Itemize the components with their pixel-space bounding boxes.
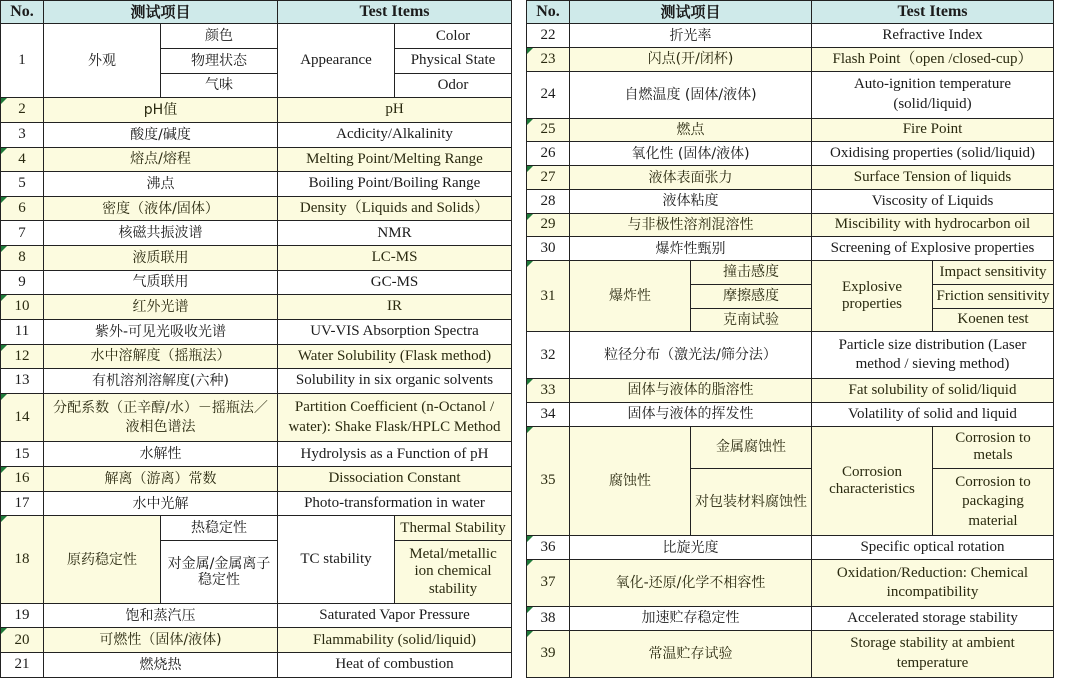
row-no: 8 (1, 246, 44, 271)
row-en: Screening of Explosive properties (812, 237, 1054, 261)
table-row (1, 147, 512, 172)
test-items-table-left (0, 0, 512, 678)
row-en: Water Solubility (Flask method) (278, 344, 512, 369)
header-row (1, 1, 512, 24)
row-cn-sub: 撞击感度 (691, 261, 812, 285)
row-en: GC-MS (278, 270, 512, 295)
row-no: 29 (527, 213, 570, 237)
row-en: Oxidation/Reduction: Chemical incompatibility (812, 560, 1054, 607)
row-en: UV-VIS Absorption Spectra (278, 319, 512, 344)
row-no: 13 (1, 369, 44, 394)
row-cn: 水中溶解度（摇瓶法） (44, 344, 278, 369)
table-row (1, 270, 512, 295)
row-cn: 分配系数（正辛醇/水）－摇瓶法／液相色谱法 (44, 393, 278, 442)
row-no: 12 (1, 344, 44, 369)
row-en: Hydrolysis as a Function of pH (278, 442, 512, 467)
row-cn: pH值 (44, 98, 278, 123)
row-no: 20 (1, 628, 44, 653)
row-no: 26 (527, 142, 570, 166)
row-en: Saturated Vapor Pressure (278, 603, 512, 628)
row-cn: 常温贮存试验 (570, 630, 812, 677)
row-en: Volatility of solid and liquid (812, 402, 1054, 426)
row-no: 7 (1, 221, 44, 246)
row-cn: 闪点(开/闭杯) (570, 48, 812, 72)
row-en-sub: Physical State (395, 49, 512, 74)
row-en: Fat solubility of solid/liquid (812, 379, 1054, 403)
row-no: 4 (1, 147, 44, 172)
table-row (527, 402, 1054, 426)
table-row (527, 426, 1054, 468)
row-cn: 核磁共振波谱 (44, 221, 278, 246)
table-row (1, 122, 512, 147)
row-no: 30 (527, 237, 570, 261)
row-cn: 液体粘度 (570, 189, 812, 213)
row-no: 15 (1, 442, 44, 467)
table-row (1, 172, 512, 197)
row-en: IR (278, 295, 512, 320)
row-en: Miscibility with hydrocarbon oil (812, 213, 1054, 237)
row-cn: 氧化-还原/化学不相容性 (570, 560, 812, 607)
row-cn: 红外光谱 (44, 295, 278, 320)
column-header-no: No. (527, 1, 570, 24)
row-no: 34 (527, 402, 570, 426)
table-row (1, 491, 512, 516)
row-en-sub: Metal/metallic ion chemical stability (395, 540, 512, 603)
row-cn: 原药稳定性 (44, 516, 161, 603)
row-en-sub: Corrosion to packaging material (933, 468, 1054, 536)
row-en-sub: Corrosion to metals (933, 426, 1054, 468)
row-en: Fire Point (812, 118, 1054, 142)
row-no: 39 (527, 630, 570, 677)
table-row (527, 332, 1054, 379)
table-row (1, 221, 512, 246)
row-en: Dissociation Constant (278, 467, 512, 492)
table-row (527, 213, 1054, 237)
row-en-sub: Odor (395, 73, 512, 98)
table-row (527, 560, 1054, 607)
table-row (527, 166, 1054, 190)
row-cn: 折光率 (570, 24, 812, 48)
row-cn: 水解性 (44, 442, 278, 467)
row-cn: 腐蚀性 (570, 426, 691, 536)
table-header-left (1, 1, 512, 24)
row-en: Melting Point/Melting Range (278, 147, 512, 172)
table-row (527, 379, 1054, 403)
row-cn: 与非极性溶剂混溶性 (570, 213, 812, 237)
table-row (1, 467, 512, 492)
column-header-en: Test Items (812, 1, 1054, 24)
row-cn: 紫外-可见光吸收光谱 (44, 319, 278, 344)
row-no: 21 (1, 653, 44, 678)
table-row (527, 189, 1054, 213)
table-row (1, 319, 512, 344)
table-row (1, 98, 512, 123)
row-no: 17 (1, 491, 44, 516)
row-en-sub: Koenen test (933, 308, 1054, 332)
row-en: Partition Coefficient (n-Octanol / water): Shake Flask/HPLC Method (278, 393, 512, 442)
table-row (1, 369, 512, 394)
table-row (527, 24, 1054, 48)
row-cn: 燃烧热 (44, 653, 278, 678)
row-cn: 气质联用 (44, 270, 278, 295)
row-en: TC stability (278, 516, 395, 603)
table-row (527, 142, 1054, 166)
row-en: Flash Point（open /closed-cup） (812, 48, 1054, 72)
row-no: 27 (527, 166, 570, 190)
row-en: Corrosion characteristics (812, 426, 933, 536)
table-row (527, 48, 1054, 72)
table-row (1, 516, 512, 541)
table-row (1, 24, 512, 49)
row-no: 33 (527, 379, 570, 403)
table-row (527, 71, 1054, 118)
row-cn-sub: 热稳定性 (161, 516, 278, 541)
row-cn: 外观 (44, 24, 161, 98)
row-en-sub: Thermal Stability (395, 516, 512, 541)
row-no: 11 (1, 319, 44, 344)
row-en: Viscosity of Liquids (812, 189, 1054, 213)
table-row (1, 393, 512, 442)
row-en: Oxidising properties (solid/liquid) (812, 142, 1054, 166)
row-en: NMR (278, 221, 512, 246)
row-no: 5 (1, 172, 44, 197)
row-en: Surface Tension of liquids (812, 166, 1054, 190)
row-no: 37 (527, 560, 570, 607)
table-row (1, 295, 512, 320)
row-cn-sub: 对金属/金属离子稳定性 (161, 540, 278, 603)
row-cn: 密度（液体/固体） (44, 196, 278, 221)
row-en: Photo-transformation in water (278, 491, 512, 516)
row-en: Refractive Index (812, 24, 1054, 48)
row-en: Appearance (278, 24, 395, 98)
row-cn: 比旋光度 (570, 536, 812, 560)
row-no: 23 (527, 48, 570, 72)
row-no: 35 (527, 426, 570, 536)
table-row (1, 344, 512, 369)
row-cn: 可燃性（固体/液体) (44, 628, 278, 653)
row-cn-sub: 金属腐蚀性 (691, 426, 812, 468)
row-en: Specific optical rotation (812, 536, 1054, 560)
header-row (527, 1, 1054, 24)
row-cn: 熔点/熔程 (44, 147, 278, 172)
table-row (1, 603, 512, 628)
table-row (1, 653, 512, 678)
row-cn: 加速贮存稳定性 (570, 607, 812, 631)
column-header-en: Test Items (278, 1, 512, 24)
row-cn-sub: 摩擦感度 (691, 284, 812, 308)
test-items-table-right (526, 0, 1054, 678)
row-cn: 有机溶剂溶解度(六种) (44, 369, 278, 394)
table-row (527, 237, 1054, 261)
row-cn-sub: 物理状态 (161, 49, 278, 74)
row-no: 24 (527, 71, 570, 118)
row-cn-sub: 气味 (161, 73, 278, 98)
row-cn: 自燃温度 (固体/液体) (570, 71, 812, 118)
row-en: Acdicity/Alkalinity (278, 122, 512, 147)
row-en: Flammability (solid/liquid) (278, 628, 512, 653)
column-header-cn: 测试项目 (44, 1, 278, 24)
row-cn: 爆炸性 (570, 261, 691, 332)
row-no: 2 (1, 98, 44, 123)
row-no: 28 (527, 189, 570, 213)
table-row (1, 442, 512, 467)
table-row (1, 246, 512, 271)
row-en: Storage stability at ambient temperature (812, 630, 1054, 677)
row-no: 14 (1, 393, 44, 442)
row-en: LC-MS (278, 246, 512, 271)
column-header-no: No. (1, 1, 44, 24)
row-cn: 粒径分布（激光法/筛分法） (570, 332, 812, 379)
row-cn-sub: 颜色 (161, 24, 278, 49)
row-cn: 氧化性 (固体/液体) (570, 142, 812, 166)
row-cn: 液质联用 (44, 246, 278, 271)
row-en-sub: Friction sensitivity (933, 284, 1054, 308)
row-cn: 燃点 (570, 118, 812, 142)
row-no: 38 (527, 607, 570, 631)
row-en: Boiling Point/Boiling Range (278, 172, 512, 197)
row-en: Accelerated storage stability (812, 607, 1054, 631)
row-no: 9 (1, 270, 44, 295)
row-no: 1 (1, 24, 44, 98)
row-en: Solubility in six organic solvents (278, 369, 512, 394)
row-no: 36 (527, 536, 570, 560)
table-row (527, 630, 1054, 677)
table-body-left (1, 24, 512, 678)
row-cn-sub: 克南试验 (691, 308, 812, 332)
row-en-sub: Impact sensitivity (933, 261, 1054, 285)
table-row (1, 628, 512, 653)
row-cn: 液体表面张力 (570, 166, 812, 190)
row-no: 10 (1, 295, 44, 320)
row-cn: 解离（游离）常数 (44, 467, 278, 492)
row-en: Heat of combustion (278, 653, 512, 678)
row-cn: 固体与液体的脂溶性 (570, 379, 812, 403)
table-row (527, 536, 1054, 560)
table-body-right (527, 24, 1054, 678)
row-no: 18 (1, 516, 44, 603)
row-en: pH (278, 98, 512, 123)
row-cn: 沸点 (44, 172, 278, 197)
row-no: 31 (527, 261, 570, 332)
table-row (527, 607, 1054, 631)
row-en-sub: Color (395, 24, 512, 49)
row-en: Explosive properties (812, 261, 933, 332)
row-no: 16 (1, 467, 44, 492)
row-no: 6 (1, 196, 44, 221)
row-cn: 固体与液体的挥发性 (570, 402, 812, 426)
table-row (1, 196, 512, 221)
row-en: Auto-ignition temperature (solid/liquid) (812, 71, 1054, 118)
row-cn: 酸度/碱度 (44, 122, 278, 147)
row-en: Density（Liquids and Solids） (278, 196, 512, 221)
row-no: 32 (527, 332, 570, 379)
row-no: 3 (1, 122, 44, 147)
table-row (527, 118, 1054, 142)
row-cn: 水中光解 (44, 491, 278, 516)
row-en: Particle size distribution (Laser method / sieving method) (812, 332, 1054, 379)
row-no: 25 (527, 118, 570, 142)
column-header-cn: 测试项目 (570, 1, 812, 24)
row-cn: 饱和蒸汽压 (44, 603, 278, 628)
table-row (527, 261, 1054, 285)
row-no: 22 (527, 24, 570, 48)
row-cn: 爆炸性甄别 (570, 237, 812, 261)
row-cn-sub: 对包装材料腐蚀性 (691, 468, 812, 536)
row-no: 19 (1, 603, 44, 628)
table-header-right (527, 1, 1054, 24)
